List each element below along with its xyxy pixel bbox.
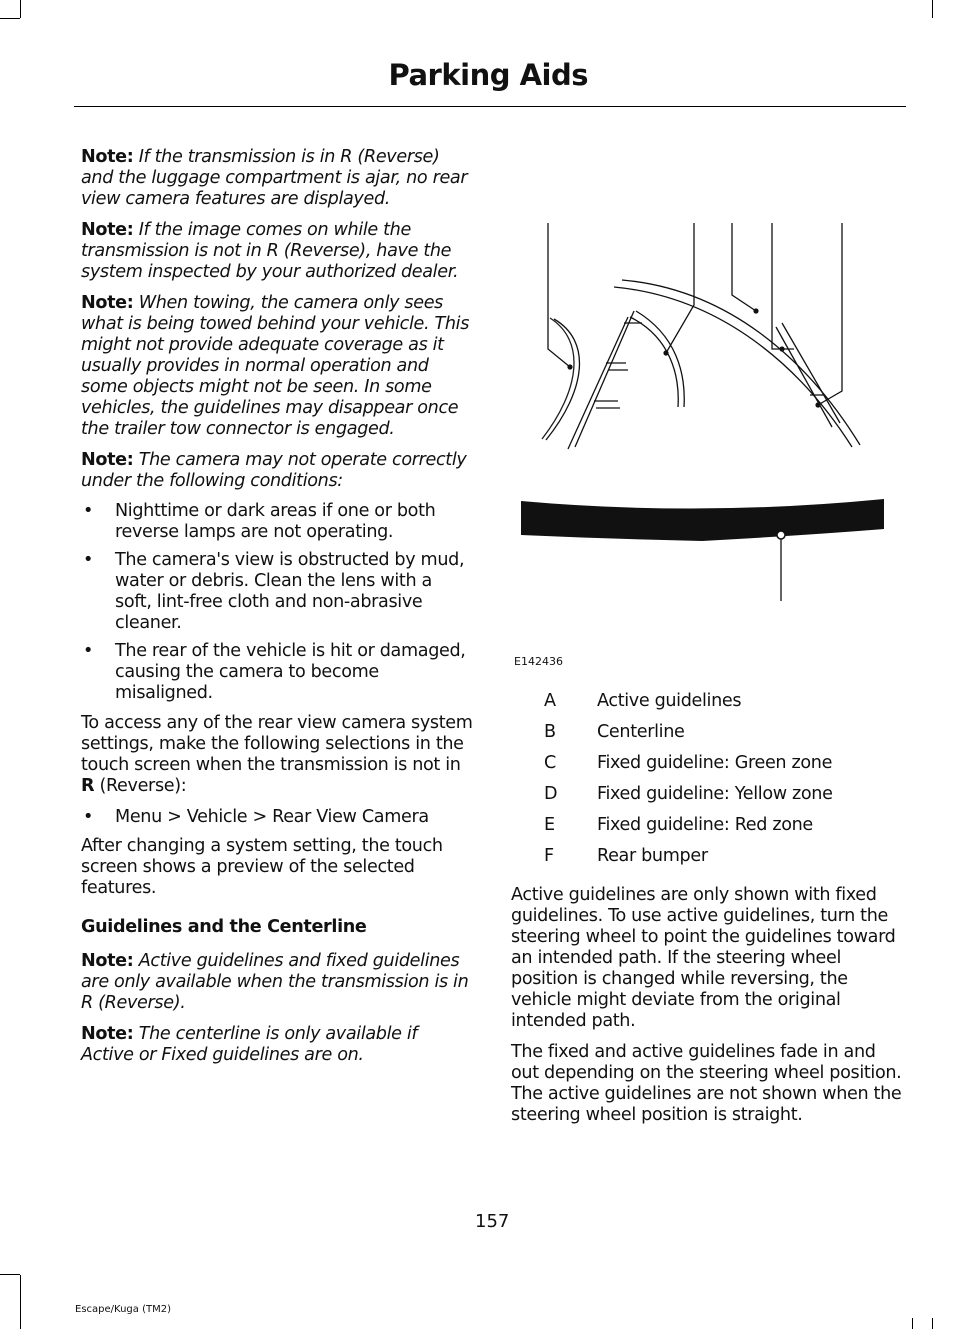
fixed-guideline-left-tick	[594, 323, 642, 401]
crop-mark	[20, 1275, 21, 1329]
active-guideline	[546, 319, 579, 440]
crop-mark	[20, 0, 21, 18]
crop-mark	[0, 18, 20, 19]
paragraph: The fixed and active guidelines fade in and out depending on the steering wheel position. The active guidelines are not shown when the steering wheel position is straight.	[511, 1042, 902, 1125]
bullet: •	[83, 807, 94, 827]
note-text: When towing, the camera only sees what is being towed behind your vehicle. This might not provide adequate coverage as it usually provides in normal operation and some objects might not be seen. In some vehicles, the guidelines may disappear once the trailer tow connector is engaged.	[81, 293, 470, 439]
list-item-text: Nighttime or dark areas if one or both reverse lamps are not operating.	[115, 501, 436, 542]
rear-bumper	[521, 499, 884, 541]
left-column	[81, 147, 473, 1076]
access-text: To access any of the rear view camera system settings, make the following selections in the touch screen when the transmission is not in	[81, 713, 473, 775]
active-guideline-center	[630, 317, 678, 407]
paragraph: Active guidelines are only shown with fixed guidelines. To use active guidelines, turn the steering wheel to point the guidelines toward an intended path. If the steering wheel position is changed while reversing, the vehicle might deviate from the original intended path.	[511, 885, 896, 1031]
menu-path: Menu > Vehicle > Rear View Camera	[115, 807, 429, 827]
right-column	[511, 885, 903, 1136]
menu-path-list	[81, 807, 473, 828]
legend-label: Active guidelines	[597, 691, 742, 711]
fixed-guideline-right	[782, 323, 840, 423]
note	[81, 1024, 473, 1066]
note	[81, 147, 473, 210]
list-item	[81, 807, 473, 828]
leader-line	[666, 223, 694, 353]
legend-label: Rear bumper	[597, 846, 708, 866]
figure-code: E142436	[514, 655, 563, 668]
note	[81, 450, 473, 492]
crop-mark	[932, 0, 933, 18]
note-text: If the transmission is in R (Reverse) and the luggage compartment is ajar, no rear view camera features are displayed.	[81, 147, 468, 209]
page-title: Parking Aids	[388, 58, 588, 92]
crop-mark	[912, 1318, 913, 1329]
reverse-letter: R	[81, 776, 95, 796]
bullet: •	[83, 641, 94, 661]
legend-row	[544, 752, 833, 783]
legend-letter: B	[544, 722, 556, 742]
fixed-guideline-left	[575, 311, 634, 447]
legend-row	[544, 845, 833, 876]
note-text: The camera may not operate correctly under the following conditions:	[81, 450, 467, 491]
legend-letter: C	[544, 753, 556, 773]
note-text: The centerline is only available if Active or Fixed guidelines are on.	[81, 1024, 418, 1065]
bullet: •	[83, 550, 94, 570]
list-item-text: The rear of the vehicle is hit or damaged, causing the camera to become misaligned.	[115, 641, 466, 703]
legend-row	[544, 814, 833, 845]
leader-line	[548, 223, 570, 367]
crop-mark	[0, 1274, 20, 1275]
note	[81, 951, 473, 1014]
conditions-list	[81, 501, 473, 704]
access-text-end: (Reverse):	[99, 776, 187, 796]
legend-label: Centerline	[597, 722, 685, 742]
fixed-guideline-right	[776, 327, 832, 427]
after-change-text: After changing a system setting, the touch screen shows a preview of the selected features.	[81, 836, 443, 898]
note-label: Note:	[81, 147, 134, 167]
access-instructions	[81, 713, 473, 797]
list-item	[81, 550, 473, 634]
note-label: Note:	[81, 1024, 134, 1044]
leader-line	[732, 223, 756, 311]
legend-letter: E	[544, 815, 555, 835]
title-rule	[74, 106, 906, 107]
centerline-arc	[622, 280, 860, 445]
section-heading: Guidelines and the Centerline	[81, 917, 367, 937]
bumper-leader-dot	[777, 531, 785, 539]
list-item	[81, 641, 473, 704]
note-label: Note:	[81, 951, 134, 971]
note-label: Note:	[81, 450, 134, 470]
leader-line	[818, 223, 842, 405]
legend-row	[544, 721, 833, 752]
list-item	[81, 501, 473, 543]
figure-legend	[544, 690, 833, 876]
footer-model: Escape/Kuga (TM2)	[75, 1304, 171, 1315]
note-label: Note:	[81, 220, 134, 240]
legend-letter: F	[544, 846, 554, 866]
active-guideline	[542, 318, 574, 439]
legend-letter: A	[544, 691, 556, 711]
legend-label: Fixed guideline: Green zone	[597, 753, 833, 773]
legend-label: Fixed guideline: Yellow zone	[597, 784, 833, 804]
page-number: 157	[475, 1211, 510, 1232]
note-text: Active guidelines and fixed guidelines are only available when the transmission is in R (Reverse).	[81, 951, 469, 1013]
rear-camera-guidelines-diagram	[510, 215, 890, 615]
legend-letter: D	[544, 784, 558, 804]
centerline-arc	[614, 287, 852, 447]
crop-mark	[932, 1318, 933, 1329]
note	[81, 220, 473, 283]
bullet: •	[83, 501, 94, 521]
guideline-drawing	[542, 223, 860, 601]
list-item-text: The camera's view is obstructed by mud, water or debris. Clean the lens with a soft, lint-free cloth and non-abrasive cleaner.	[115, 550, 465, 633]
note-text: If the image comes on while the transmission is not in R (Reverse), have the system inspected by your authorized dealer.	[81, 220, 459, 282]
note-label: Note:	[81, 293, 134, 313]
note	[81, 293, 473, 440]
legend-row	[544, 690, 833, 721]
legend-row	[544, 783, 833, 814]
legend-label: Fixed guideline: Red zone	[597, 815, 813, 835]
